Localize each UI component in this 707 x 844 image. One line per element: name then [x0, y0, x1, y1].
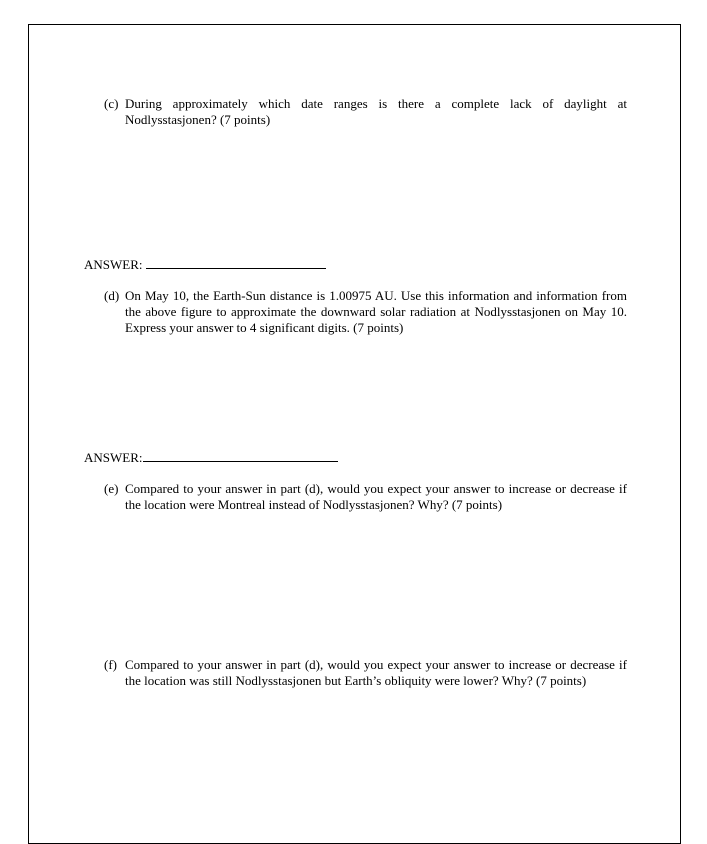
question-c-text: During approximately which date ranges is there a complete lack of daylight at Nodlysstasjonen? (7 points) — [125, 96, 627, 127]
question-d-text: On May 10, the Earth-Sun distance is 1.00975 AU. Use this information and information from the above figure to approximate the downward solar radiation at Nodlysstasjonen on May 10. Express your answer to 4 significant digits. (7 points) — [125, 288, 627, 335]
question-e-text: Compared to your answer in part (d), would you expect your answer to increase or decrease if the location were Montreal instead of Nodlysstasjonen? Why? (7 points) — [125, 481, 627, 512]
question-d — [104, 288, 627, 336]
answer-c — [84, 256, 326, 273]
question-f — [104, 657, 627, 689]
question-d-label: (d) — [104, 288, 120, 303]
answer-d-blank[interactable] — [143, 449, 338, 462]
answer-c-blank[interactable] — [146, 256, 326, 269]
question-c — [104, 96, 627, 128]
question-e-label: (e) — [104, 481, 119, 496]
answer-c-label: ANSWER: — [84, 257, 143, 272]
question-f-label: (f) — [104, 657, 117, 672]
answer-d — [84, 449, 338, 466]
question-e — [104, 481, 627, 513]
question-c-label: (c) — [104, 96, 119, 111]
answer-d-label: ANSWER: — [84, 450, 143, 465]
question-f-text: Compared to your answer in part (d), would you expect your answer to increase or decrease if the location was still Nodlysstasjonen but Earth’s obliquity were lower? Why? (7 points) — [125, 657, 627, 688]
worksheet-page — [28, 24, 681, 844]
